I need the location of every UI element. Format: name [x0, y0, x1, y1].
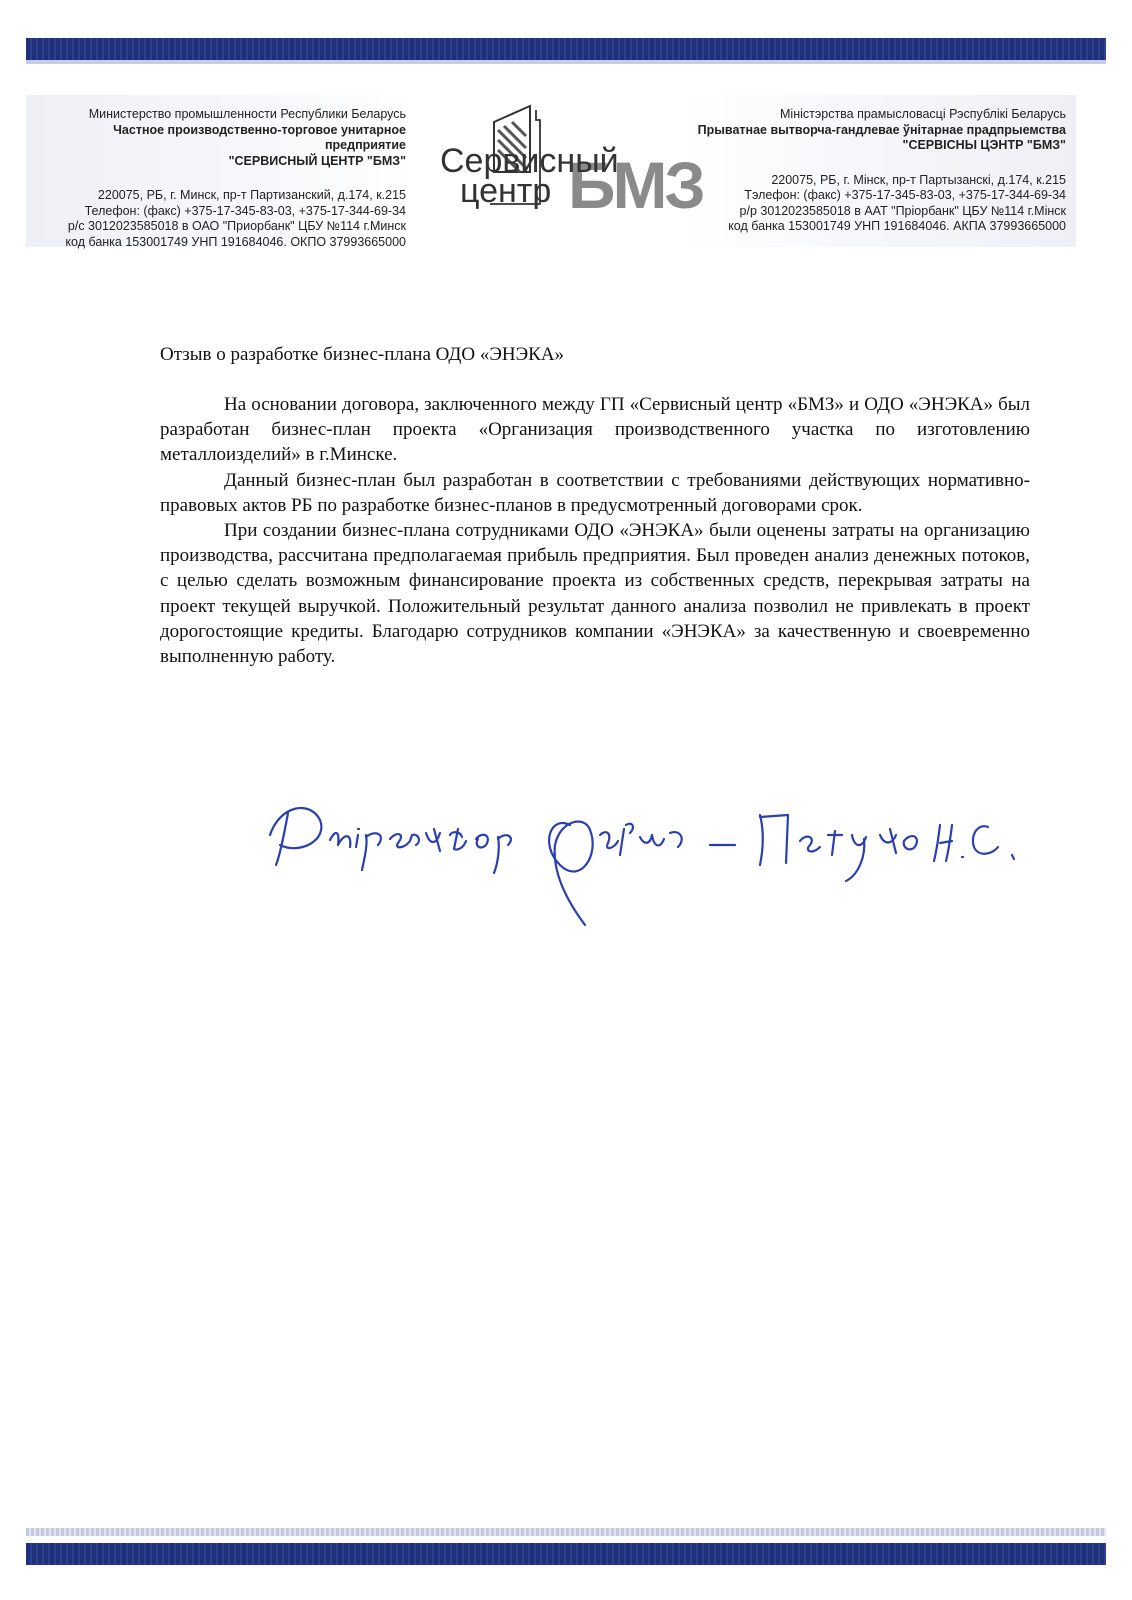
bank-code-line: код банка 153001749 УНП 191684046. АКПА 37993665000 — [728, 219, 1066, 233]
letterhead-right-belarusian — [686, 95, 1076, 247]
top-decorative-band-light — [26, 60, 1106, 64]
address-line: 220075, РБ, г. Минск, пр-т Партизанский, д.174, к.215 — [97, 188, 406, 202]
bottom-decorative-band — [26, 1543, 1106, 1565]
enterprise-name-line: "СЕРВІСНЫ ЦЭНТР "БМЗ" — [902, 138, 1066, 152]
address-line: 220075, РБ, г. Мінск, пр-т Партызанскі, д.174, к.215 — [771, 172, 1066, 187]
bank-account-line: р/с 3012023585018 в ОАО "Приорбанк" ЦБУ №114 г.Минск — [67, 219, 406, 233]
logo-brand-text: БМЗ — [568, 148, 703, 222]
body-paragraph: При создании бизнес-плана сотрудниками ОДО «ЭНЭКА» были оценены затраты на организацию производства, рассчитана предполагаемая прибыль предприятия. Был проведен анализ денежных потоков, с целью сделать возможным финансирование проекта из собственных средств, перекрывая затраты на проект текущей выручкой. Положительный результат данного анализа позволил не привлекать в проект дорогостоящие кредиты. Благодарю сотрудников компании «ЭНЭКА» за качественную и своевременно выполненную работу. — [160, 520, 1030, 668]
top-decorative-band — [26, 38, 1106, 60]
enterprise-name-line: "СЕРВИСНЫЙ ЦЕНТР "БМЗ" — [228, 153, 406, 168]
enterprise-type-line: Частное производственно-торговое унитарное предприятие — [113, 122, 406, 152]
document-title: Отзыв о разработке бизнес-плана ОДО «ЭНЭКА» — [160, 344, 565, 365]
body-paragraph: На основании договора, заключенного между ГП «Сервисный центр «БМЗ» и ОДО «ЭНЭКА» был разработан бизнес-план проекта «Организация производственного участка по изготовлению металлоизделий» в г.Минске. — [160, 394, 1030, 466]
bottom-decorative-band-light — [26, 1528, 1106, 1536]
ministry-line: Министерство промышленности Республики Беларусь — [88, 107, 406, 121]
logo-line2-text: центр — [460, 172, 552, 210]
phone-line: Тэлефон: (факс) +375-17-345-83-03, +375-17-344-69-34 — [744, 188, 1066, 202]
handwritten-signature — [240, 785, 1080, 935]
phone-line: Телефон: (факс) +375-17-345-83-03, +375-17-344-69-34 — [84, 203, 406, 218]
enterprise-type-line: Прыватнае вытворча-гандлевае ўнітарнае прадпрыемства — [697, 122, 1066, 137]
logo-line1-text: Сервисный — [440, 142, 619, 180]
ministry-line: Міністэрства прамысловасці Рэспублікі Беларусь — [780, 107, 1066, 121]
company-logo — [432, 100, 703, 222]
bank-account-line: р/р 3012023585018 в ААТ "Пріорбанк" ЦБУ №114 г.Мінск — [739, 203, 1066, 218]
letterhead-left-russian — [26, 95, 416, 247]
document-body — [160, 392, 1030, 669]
body-paragraph: Данный бизнес-план был разработан в соответствии с требованиями действующих нормативно-правовых актов РБ по разработке бизнес-планов в предусмотренный договорами срок. — [160, 469, 1030, 516]
bank-code-line: код банка 153001749 УНП 191684046. ОКПО 37993665000 — [65, 234, 406, 249]
